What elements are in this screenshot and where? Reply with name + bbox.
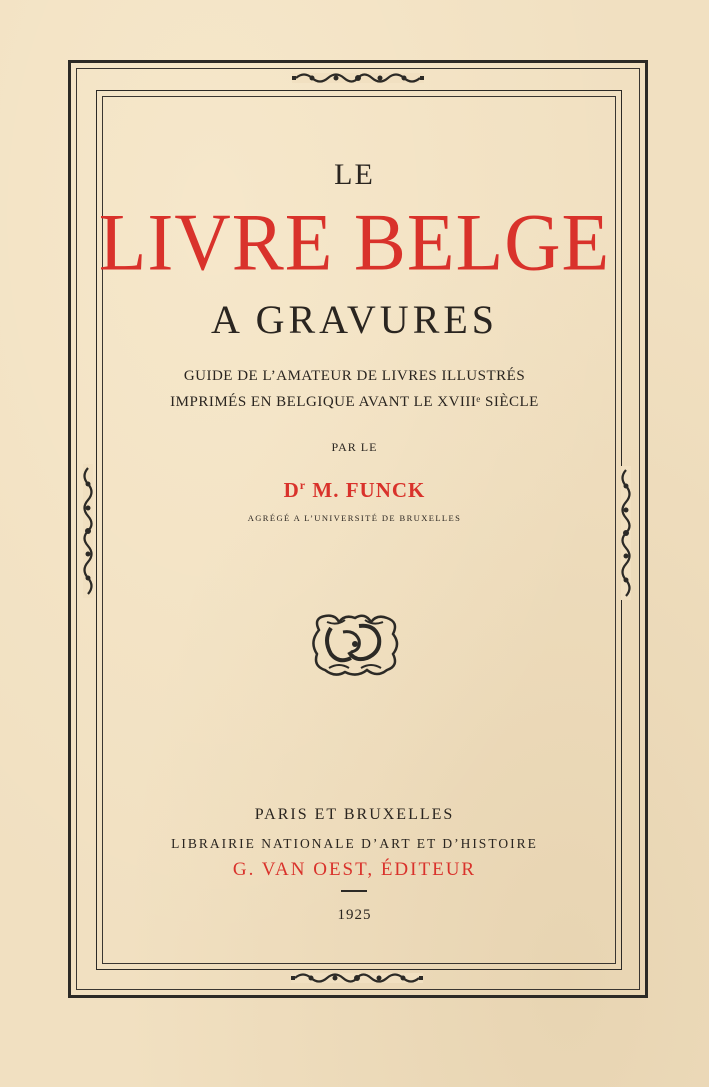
par-le-label: PAR LE	[331, 440, 378, 454]
title-main: LIVRE BELGE	[98, 195, 611, 288]
publication-place: PARIS ET BRUXELLES	[254, 806, 455, 823]
publisher-name: LIBRAIRIE NATIONALE D’ART ET D’HISTOIRE	[171, 836, 538, 851]
title-line-gravures: A GRAVURES	[210, 297, 499, 342]
publisher-editor: G. VAN OEST, ÉDITEUR	[232, 859, 477, 880]
title-line-le: LE	[334, 158, 375, 191]
divider-dash	[341, 890, 367, 892]
author-prefix-sup: r	[299, 478, 307, 492]
subtitle-line-1: GUIDE DE L’AMATEUR DE LIVRES ILLUSTRÉS	[183, 368, 526, 384]
author-name-text: M. FUNCK	[306, 478, 426, 502]
top-ornament-icon	[292, 70, 424, 86]
author-affiliation: AGRÉGÉ A L’UNIVERSITÉ DE BRUXELLES	[247, 513, 462, 523]
author-name	[0, 478, 709, 503]
bottom-ornament-icon	[291, 970, 423, 986]
subtitle-line-2: IMPRIMÉS EN BELGIQUE AVANT LE XVIIIᵉ SIÈCLE	[170, 394, 539, 410]
author-prefix: D	[283, 478, 300, 502]
publication-year: 1925	[337, 907, 372, 923]
publisher-monogram-icon	[309, 610, 401, 680]
